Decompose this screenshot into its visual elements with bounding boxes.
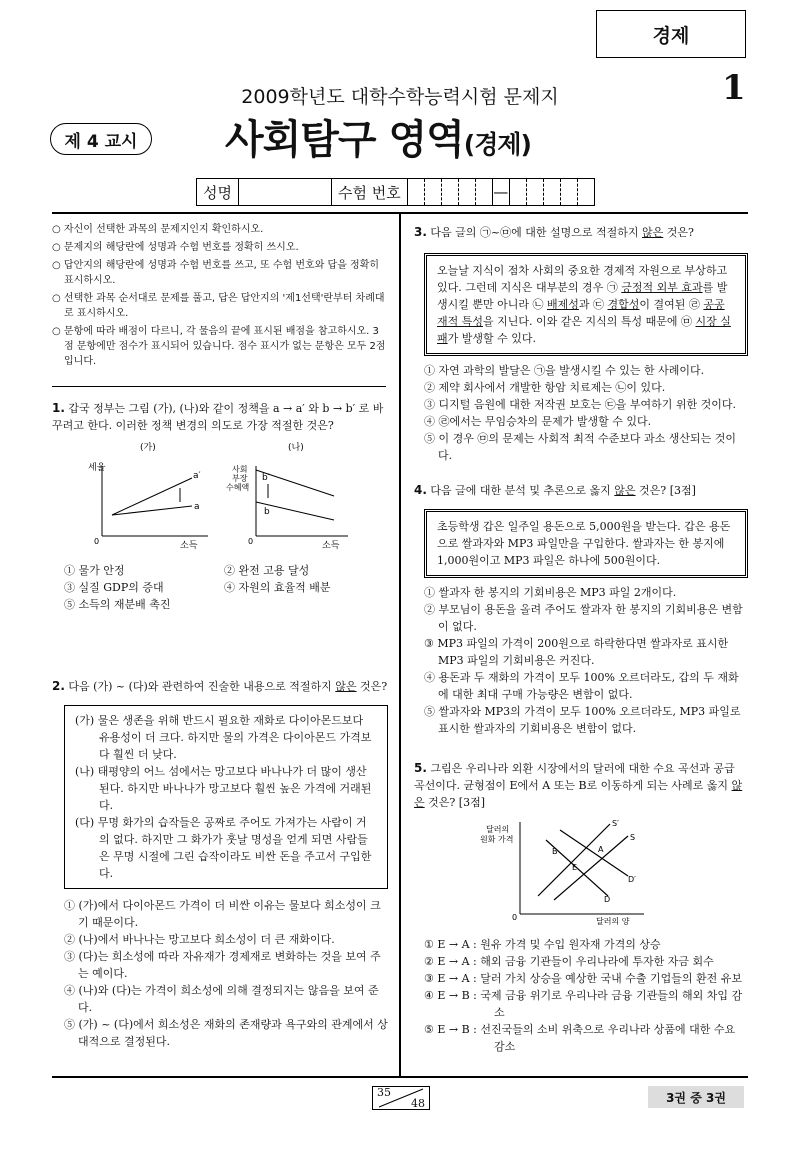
q5-options [424,936,748,1055]
q1-graph-a [84,440,214,552]
id-dash: — [493,179,510,205]
graph-tag: (나) [288,443,304,453]
notice-item: ○ 문항에 따라 배점이 다르니, 각 물음의 끝에 표시된 배점을 참고하시오. 3점 문항에만 점수가 표시되어 있습니다. 점수 표시가 없는 문항은 모두 2점입니다. [52,326,386,367]
graph-xlabel: 소득 [322,541,340,551]
q1-graph-b [224,440,354,552]
notice-item: ○ 선택한 과목 순서대로 문제를 풀고, 답은 답안지의 '제1선택'란부터 차례대로 표시하시오. [52,293,385,319]
label-B: B [552,847,558,856]
exam-title: 2009학년도 대학수학능력시험 문제지 [241,86,559,108]
demand-curve-D-prime [560,830,628,876]
label-b-prime: b′ [262,473,270,483]
question-emphasis: 않은 [642,226,664,239]
option[interactable]: ① 쌀과자 한 봉지의 기회비용은 MP3 파일 2개이다. [424,586,677,599]
option[interactable]: ① (가)에서 다이아몬드 가격이 더 비싼 이유는 물보다 희소성이 크기 때문이다. [64,899,381,929]
id-cell[interactable] [425,179,442,205]
question-text: 그림은 우리나라 외환 시장에서의 달러에 대한 수요 곡선과 공급 곡선이다. 균형점이 E에서 A 또는 B로 이동하게 되는 사례로 옳지 [414,762,735,792]
option[interactable]: ② E → A : 해외 금융 기관들이 우리나라에 투자한 자금 회수 [424,955,714,968]
question-number: 4. [414,483,427,497]
option[interactable]: ② 완전 고용 달성 [224,564,310,577]
notice-item: ○ 답안지의 해당란에 성명과 수험 번호를 쓰고, 또 수험 번호와 답을 정확히 표시하시오. [52,260,380,286]
column-divider [399,212,401,1076]
option[interactable]: ④ E → B : 국제 금융 위기로 우리나라 금융 기관들의 해외 차입 감소 [424,989,743,1019]
option[interactable]: ④ 용돈과 두 재화의 가격이 모두 100% 오르더라도, 갑의 두 재화에 대한 최대 구매 가능량은 변함이 없다. [424,671,739,701]
section-main: 사회탐구 영역 [225,117,464,163]
period-badge [50,123,152,155]
label-S: S [630,833,636,842]
question-text-end: 것은? [663,226,694,239]
graph-origin: 0 [94,537,100,546]
label-b: b [264,507,270,517]
question-number: 5. [414,761,427,775]
supply-curve-S-prime [538,824,610,896]
question-text-end: 것은? [356,680,388,693]
option[interactable]: ⑤ 이 경우 ㉤의 문제는 사회적 최적 수준보다 과소 생산되는 것이다. [424,432,736,462]
period-label: 제 4 교시 [64,131,138,152]
section-title [225,108,531,165]
page-number: 1 [722,68,746,108]
passage-part: 긍정적 외부 효과 [621,281,703,294]
question-emphasis: 않은 [614,484,636,497]
graph-xlabel: 소득 [180,541,198,551]
label-a-prime: a′ [193,471,201,481]
id-cell[interactable] [544,179,561,205]
passage-part: 가 발생할 수 있다. [447,332,537,345]
question-number: 3. [414,225,427,239]
graph-tag: (가) [140,443,156,453]
id-cell[interactable] [442,179,459,205]
name-label: 성명 [197,179,239,205]
question-5 [414,760,748,811]
q2-passage-box [64,705,388,889]
name-field[interactable] [239,179,332,205]
passage-part: 시장 실패 [437,315,731,345]
notice-item: ○ 자신이 선택한 과목의 문제지인지 확인하시오. [52,224,264,235]
label-S-prime: S′ [612,819,619,828]
question-3 [414,224,748,464]
passage-part: 을 지닌다. 이와 같은 지식의 특성 때문에 ㉤ [483,315,696,328]
option[interactable]: ③ E → A : 달러 가치 상승을 예상한 국내 수출 기업들의 환전 유보 [424,972,742,985]
subject-label: 경제 [652,24,690,47]
question-1 [52,400,388,434]
passage-item: (다) 무명 화가의 습작들은 공짜로 주어도 가져가는 사람이 거의 없다. 하지만 그 화가가 훗날 명성을 얻게 되면 사람들은 무명 시절에 그린 습작이라도 비싼 돈을 주고서 구입한다. [75,816,372,880]
graph-ylabel: 달러의 [486,825,510,834]
question-number: 2. [52,679,65,693]
option[interactable]: ③ (다)는 희소성에 따라 자유재가 경제재로 변화하는 것을 보여 주는 예이다. [64,950,381,980]
option[interactable]: ④ 자원의 효율적 배분 [224,581,331,594]
question-text-end: 것은? [3점] [635,484,696,497]
subject-box [596,10,746,58]
notice-rule [52,386,386,387]
option[interactable]: ③ 디지털 음원에 대한 저작권 보호는 ㉢을 부여하기 위한 것이다. [424,398,736,411]
option[interactable]: ② 제약 회사에서 개발한 항암 치료제는 ㉡이 있다. [424,381,666,394]
id-cell[interactable] [459,179,476,205]
passage-part: 경합성 [607,298,640,311]
footer-page-box [372,1086,430,1110]
q4-passage-box [424,509,748,578]
graph-origin: 0 [512,913,518,922]
question-number: 1. [52,401,65,415]
option[interactable]: ① E → A : 원유 가격 및 수입 원자재 가격의 상승 [424,938,661,951]
option[interactable]: ④ (나)와 (다)는 가격이 희소성에 의해 결정되지는 않음을 보여 준다. [64,984,379,1014]
label-E: E [572,863,578,872]
notice-item: ○ 문제지의 해당란에 성명과 수험 번호를 정확히 쓰시오. [52,242,299,253]
graph-ylabel: 세율 [88,463,106,473]
passage-part: 이 결여된 ㉣ [639,298,704,311]
line-a [112,506,192,515]
id-cell[interactable] [510,179,527,205]
question-text-end: 것은? [3점] [424,796,485,809]
section-sub: (경제) [463,130,531,159]
question-2 [52,678,388,1050]
question-4 [414,482,748,737]
option[interactable]: ③ MP3 파일의 가격이 200원으로 하락한다면 쌀과자로 표시한 MP3 파일의 기회비용은 커진다. [424,637,729,667]
option[interactable]: ① 자연 과학의 발달은 ㉠을 발생시킬 수 있는 한 사례이다. [424,364,705,377]
q3-passage-box [424,253,748,356]
id-cell[interactable] [527,179,544,205]
option[interactable]: ⑤ 쌀과자와 MP3의 가격이 모두 100% 오르더라도, MP3 파일로 표시한 쌀과자의 기회비용은 변함이 없다. [424,705,741,735]
id-cell[interactable] [578,179,594,205]
passage-item: (나) 태평양의 어느 섬에서는 망고보다 바나나가 더 많이 생산된다. 하지만 바나나가 망고보다 훨씬 높은 가격에 거래된다. [75,765,372,812]
option[interactable]: ① 물가 안정 [64,564,125,577]
passage-text: 초등학생 갑은 일주일 용돈으로 5,000원을 받는다. 갑은 용돈으로 쌀과자와 MP3 파일만을 구입한다. 쌀과자는 한 봉지에 1,000원이고 MP3 파일은 하나에 500원이다. [437,520,731,567]
passage-part: 공공재적 특성 [437,298,725,328]
passage-part: 오늘날 지식이 점차 사회의 중요한 경제적 자원으로 부상하고 있다. 그런데 지식은 대부분의 경우 ㉠ [437,264,728,294]
graph-ylabel: 원화 가격 [480,835,514,844]
footer-total: 48 [411,1097,425,1110]
question-emphasis: 않은 [335,680,357,693]
passage-part: 배제성 [547,298,579,311]
question-text: 갑국 정부는 그림 (가), (나)와 같이 정책을 a → a′ 와 b → b′ 로 바꾸려고 한다. 이러한 정책 변경의 의도로 가장 적절한 것은? [52,402,384,432]
q5-forex-graph [480,816,650,928]
id-label: 수험 번호 [332,179,408,205]
option[interactable]: ⑤ (가) ~ (다)에서 희소성은 재화의 존재량과 욕구와의 관계에서 상대적으로 결정된다. [64,1018,388,1048]
id-cell[interactable] [408,179,425,205]
graph-origin: 0 [248,537,254,546]
graph-ylabel: 사회 부장 수혜액 [226,465,250,492]
question-emphasis: 않은 [414,779,743,809]
question-text: 다음 글에 대한 분석 및 추론으로 옳지 [430,484,615,497]
question-text: 다음 (가) ~ (다)와 관련하여 진술한 내용으로 적절하지 [68,680,336,693]
option[interactable]: ⑤ 소득의 재분배 촉진 [64,598,171,611]
passage-part: 를 발생시킬 뿐만 아니라 ㉡ [437,281,728,311]
question-text: 다음 글의 ㉠~㉤에 대한 설명으로 적절하지 [430,226,643,239]
label-a: a [194,502,200,512]
graph-xlabel: 달러의 양 [596,917,630,926]
option[interactable]: ② (나)에서 바나나는 망고보다 희소성이 더 큰 재화이다. [64,933,335,946]
label-D: D [604,895,611,904]
id-row [196,178,595,206]
id-cell[interactable] [561,179,578,205]
q1-options [64,562,384,613]
footer-page: 35 [377,1086,391,1099]
passage-item: (가) 물은 생존을 위해 반드시 필요한 재화로 다이아몬드보다 유용성이 더 크다. 하지만 물의 가격은 다이아몬드 가격보다 훨씬 더 낮다. [75,714,372,761]
label-D-prime: D′ [628,875,636,884]
option[interactable]: ② 부모님이 용돈을 올려 주어도 쌀과자 한 봉지의 기회비용은 변함이 없다. [424,603,743,633]
passage-part: 과 ㉢ [578,298,608,311]
option[interactable]: ⑤ E → B : 선진국들의 소비 위축으로 우리나라 상품에 대한 수요 감소 [424,1023,736,1053]
label-A: A [598,845,604,854]
footer-volume: 3권 중 3권 [648,1086,744,1108]
footer-rule [52,1076,748,1078]
id-cell[interactable] [476,179,493,205]
notice-list [52,222,388,372]
option[interactable]: ④ ㉣에서는 무임승차의 문제가 발생할 수 있다. [424,415,652,428]
option[interactable]: ③ 실질 GDP의 증대 [64,581,164,594]
